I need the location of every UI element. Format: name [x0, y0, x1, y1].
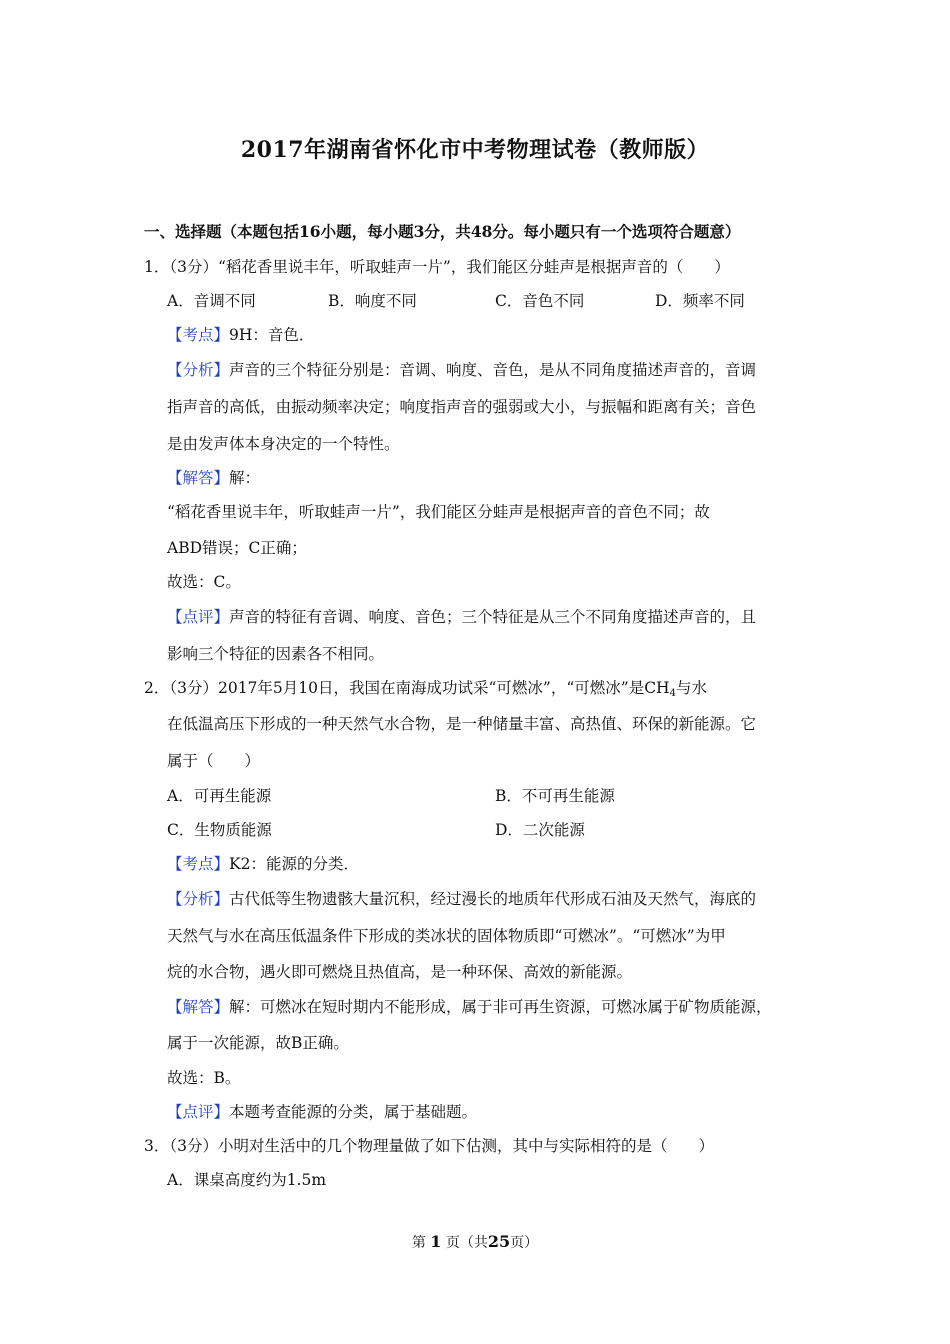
q1-dianping	[167, 607, 756, 627]
q1-kaodian-text: 9H：音色．	[229, 326, 315, 344]
q1-fenxi-line-3: 是由发声体本身决定的一个特性。	[167, 435, 400, 453]
q1-jieda-line-2: ABD错误；C正确；	[167, 539, 307, 557]
q2-fenxi-line-2: 天然气与水在高压低温条件下形成的类冰状的固体物质即“可燃冰”。“可燃冰”为甲	[167, 927, 726, 945]
q2-dianping	[167, 1102, 477, 1122]
q2-option-d: D．二次能源	[495, 821, 585, 839]
q2-fenxi-line-3: 烷的水合物，遇火即可燃烧且热值高，是一种环保、高效的新能源。	[167, 963, 633, 981]
fenxi-tag: 【分析】	[167, 361, 230, 379]
q2-jieda	[167, 997, 772, 1017]
q1-kaodian	[167, 325, 314, 345]
q1-option-a: A．音调不同	[167, 292, 256, 310]
q1-option-c: C．音色不同	[495, 292, 585, 310]
footer-mid: 页（共	[445, 1235, 488, 1251]
q2-jieda-line-3: 故选：B。	[167, 1069, 241, 1087]
q1-fenxi-line-2: 指声音的高低，由振动频率决定；响度指声音的强弱或大小，与振幅和距离有关；音色	[167, 398, 757, 416]
q2-option-a: A．可再生能源	[167, 787, 272, 805]
q2-fenxi	[167, 889, 756, 909]
footer-pre: 第	[411, 1235, 426, 1251]
q1-option-b: B．响度不同	[328, 292, 417, 310]
q1-fenxi-line-1: 声音的三个特征分别是：音调、响度、音色，是从不同角度描述声音的，音调	[229, 361, 757, 379]
kaodian-tag: 【考点】	[167, 855, 230, 873]
fenxi-tag: 【分析】	[167, 890, 230, 908]
q1-option-d: D．频率不同	[655, 292, 745, 310]
footer-page-number: 1	[430, 1232, 442, 1251]
q2-kaodian-text: K2：能源的分类．	[229, 855, 359, 873]
q3-option-a: A．课桌高度约为1.5m	[167, 1171, 327, 1189]
kaodian-tag: 【考点】	[167, 326, 230, 344]
q2-jieda-line-2: 属于一次能源，故B正确。	[167, 1034, 349, 1052]
q2-stem-a: 2．（3分）2017年5月10日，我国在南海成功试采“可燃冰”，“可燃冰”是CH	[144, 679, 670, 697]
q2-stem-line-3: 属于（ ）	[167, 752, 261, 770]
q2-fenxi-line-1: 古代低等生物遗骸大量沉积，经过漫长的地质年代形成石油及天然气，海底的	[229, 890, 757, 908]
q1-jieda-head: 解：	[229, 469, 261, 487]
section-heading: 一、选择题（本题包括16小题，每小题3分，共48分。每小题只有一个选项符合题意）	[144, 222, 741, 241]
q2-kaodian	[167, 854, 359, 874]
question-2-stem	[144, 678, 707, 704]
q2-jieda-line-1: 解：可燃冰在短时期内不能形成，属于非可再生资源，可燃冰属于矿物质能源，	[229, 998, 772, 1016]
q1-jieda-line-1: “稻花香里说丰年，听取蛙声一片”，我们能区分蛙声是根据声音的音色不同；故	[167, 503, 710, 521]
q2-option-b: B．不可再生能源	[495, 787, 615, 805]
dianping-tag: 【点评】	[167, 608, 230, 626]
q1-dianping-line-2: 影响三个特征的因素各不相同。	[167, 645, 385, 663]
footer-post: 页）	[510, 1235, 539, 1251]
q2-stem-line-2: 在低温高压下形成的一种天然气水合物，是一种储量丰富、高热值、环保的新能源。它	[167, 715, 757, 733]
document-title: 2017年湖南省怀化市中考物理试卷（教师版）	[240, 137, 710, 163]
q1-fenxi	[167, 360, 756, 380]
jieda-tag: 【解答】	[167, 998, 230, 1016]
question-1-stem: 1．（3分）“稻花香里说丰年，听取蛙声一片”，我们能区分蛙声是根据声音的（ ）	[144, 258, 730, 276]
q1-jieda-line-3: 故选：C。	[167, 573, 241, 591]
q1-dianping-line-1: 声音的特征有音调、响度、音色；三个特征是从三个不同角度描述声音的，且	[229, 608, 757, 626]
q1-jieda	[167, 468, 260, 488]
q2-dianping-text: 本题考查能源的分类，属于基础题。	[229, 1103, 478, 1121]
jieda-tag: 【解答】	[167, 469, 230, 487]
dianping-tag: 【点评】	[167, 1103, 230, 1121]
page-footer	[0, 1232, 950, 1252]
q2-option-c: C．生物质能源	[167, 821, 272, 839]
q2-stem-subscript: 4	[669, 688, 676, 699]
footer-total-pages: 25	[487, 1232, 511, 1251]
q2-stem-b: 与水	[675, 679, 707, 697]
question-3-stem: 3．（3分）小明对生活中的几个物理量做了如下估测，其中与实际相符的是（ ）	[144, 1137, 714, 1155]
